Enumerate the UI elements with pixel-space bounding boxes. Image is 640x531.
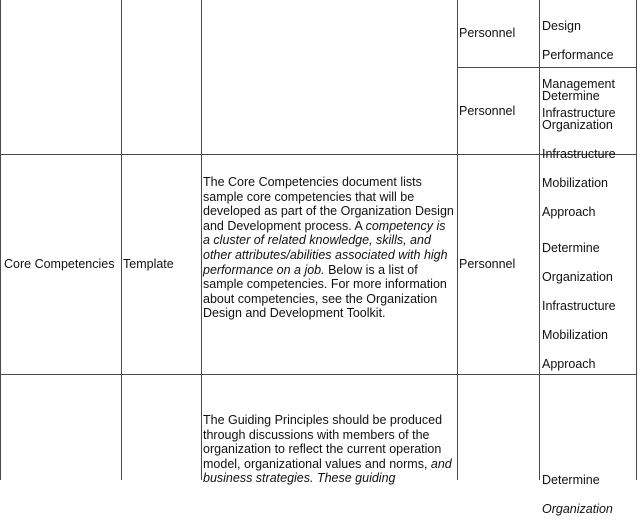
description-cell: [203, 175, 455, 321]
owner-text: Personnel: [459, 26, 516, 41]
phase-line: Mobilization: [542, 176, 609, 191]
phase-cell: [542, 458, 636, 531]
description-italic-text: and business strategies. These guiding: [203, 456, 452, 486]
type-text: Template: [123, 257, 174, 272]
phase-line: Determine: [542, 240, 600, 255]
owner-cell: [459, 0, 539, 67]
phase-cell: [542, 74, 636, 235]
phase-line: Organization: [542, 501, 613, 516]
description-text: The Guiding Principles should be produced through discussions with members of the organization to reflect the current operation model, organizational values and norms,: [203, 413, 443, 471]
description-cell: [203, 413, 455, 486]
column-divider: [539, 0, 540, 480]
column-divider: [636, 0, 637, 480]
phase-line: Approach: [542, 205, 596, 220]
phase-line: Determine: [542, 472, 600, 487]
owner-cell: [459, 68, 539, 154]
phase-line: Performance: [542, 47, 614, 62]
phase-line: Organization: [542, 117, 613, 132]
deliverable-cell: [4, 155, 122, 374]
owner-text: Personnel: [459, 257, 516, 272]
phase-line: Organization: [542, 269, 613, 284]
column-divider: [201, 0, 202, 480]
phase-line: Infrastructure: [542, 298, 616, 313]
owner-cell: [459, 155, 539, 374]
description-text: The Core Competencies document lists sample core competencies that will be developed as part of the Organization Design and Development process. A: [203, 175, 454, 233]
phase-line: Design: [542, 18, 581, 33]
phase-line: Infrastructure: [542, 146, 616, 161]
phase-line: Approach: [542, 357, 596, 372]
phase-line: Mobilization: [542, 328, 609, 343]
phase-line: Determine: [542, 88, 600, 103]
phase-line: Management: [542, 76, 615, 91]
phase-cell: [542, 226, 636, 387]
column-divider: [457, 0, 458, 480]
deliverable-name: Core Competencies: [4, 257, 115, 272]
phase-line: Infrastructure: [542, 106, 616, 121]
description-italic-text: competency is a cluster of related knowledge, skills, and other attributes/abilities associated with high performance on a job.: [203, 218, 448, 277]
column-divider: [0, 0, 1, 480]
description-text: Below is a list of sample competencies. For more information about competencies, see the Organization Design and Development Toolkit.: [203, 262, 447, 321]
owner-text: Personnel: [459, 103, 516, 118]
type-cell: [123, 155, 201, 374]
